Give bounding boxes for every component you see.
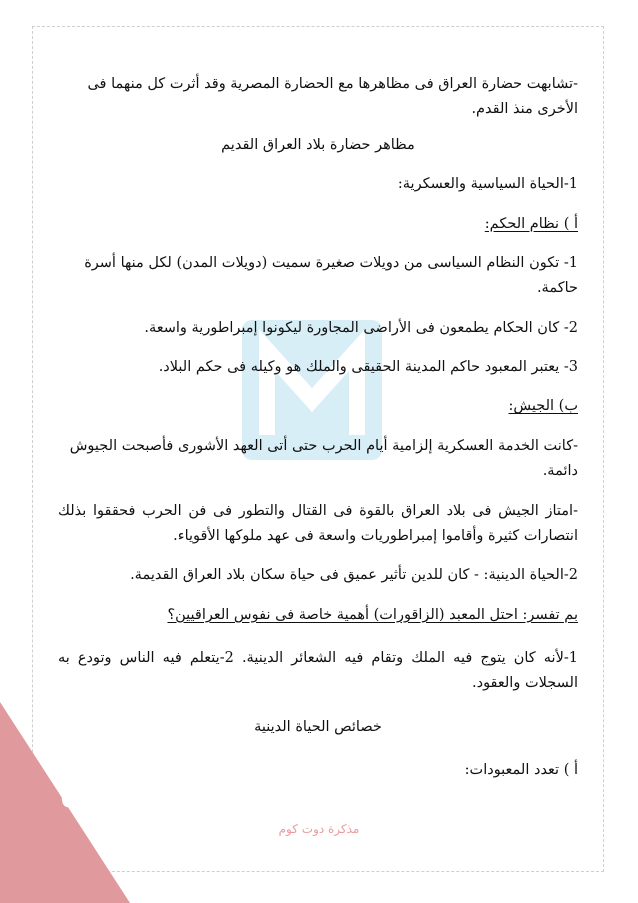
government-point-3: 3- يعتبر المعبود حاكم المدينة الحقيقى والملك هو وكيله فى حكم البلاد. <box>158 359 578 375</box>
section-political-military: 1-الحياة السياسية والعسكرية: <box>397 176 578 193</box>
answer-ziggurat: 1-لأنه كان يتوج فيه الملك وتقام فيه الشعائر الدينية. 2-يتعلم فيه الناس وتودع به السجلات والعقود. <box>58 650 578 692</box>
government-point-1: 1- تكون النظام السياسى من دويلات صغيرة سميت (دويلات المدن) لكل منها أسرة حاكمة. <box>84 254 578 297</box>
section-religious-life: 2-الحياة الدينية: - كان للدين تأثير عميق فى حياة سكان بلاد العراق القديمة. <box>130 567 578 584</box>
army-point-1: -كانت الخدمة العسكرية إلزامية أيام الحرب حتى أتى العهد الأشورى فأصبحت الجيوش دائمة. <box>69 437 578 480</box>
subheading-government: أ ) نظام الحكم: <box>484 215 578 232</box>
government-point-2: 2- كان الحكام يطمعون فى الأراضى المجاورة ليكونوا إمبراطورية واسعة. <box>144 319 578 336</box>
main-heading: مظاهر حضارة بلاد العراق القديم <box>221 136 415 153</box>
page-number: 66 <box>60 784 94 814</box>
document-body <box>58 72 578 784</box>
religion-heading: خصائص الحياة الدينية <box>254 718 382 735</box>
subheading-army: ب) الجيش: <box>508 398 578 415</box>
intro-paragraph: -تشابهت حضارة العراق فى مظاهرها مع الحضارة المصرية وقد أثرت كل منهما فى الأخرى منذ القدم. <box>87 76 578 118</box>
question-ziggurat: بم تفسر: احتل المعبد (الزاقورات) أهمية خاصة فى نفوس العراقيين؟ <box>167 606 578 623</box>
footer-brand: مذكرة دوت كوم <box>278 822 360 836</box>
army-point-2: -امتاز الجيش فى بلاد العراق بالقوة فى القتال والتطور فى فن الحرب فحققوا بذلك انتصارات كثيرة وأقاموا إمبراطوريات واسعة فى عهد ملوكها الأقوياء. <box>58 502 578 544</box>
subheading-multiple-deities: أ ) تعدد المعبودات: <box>464 762 578 779</box>
